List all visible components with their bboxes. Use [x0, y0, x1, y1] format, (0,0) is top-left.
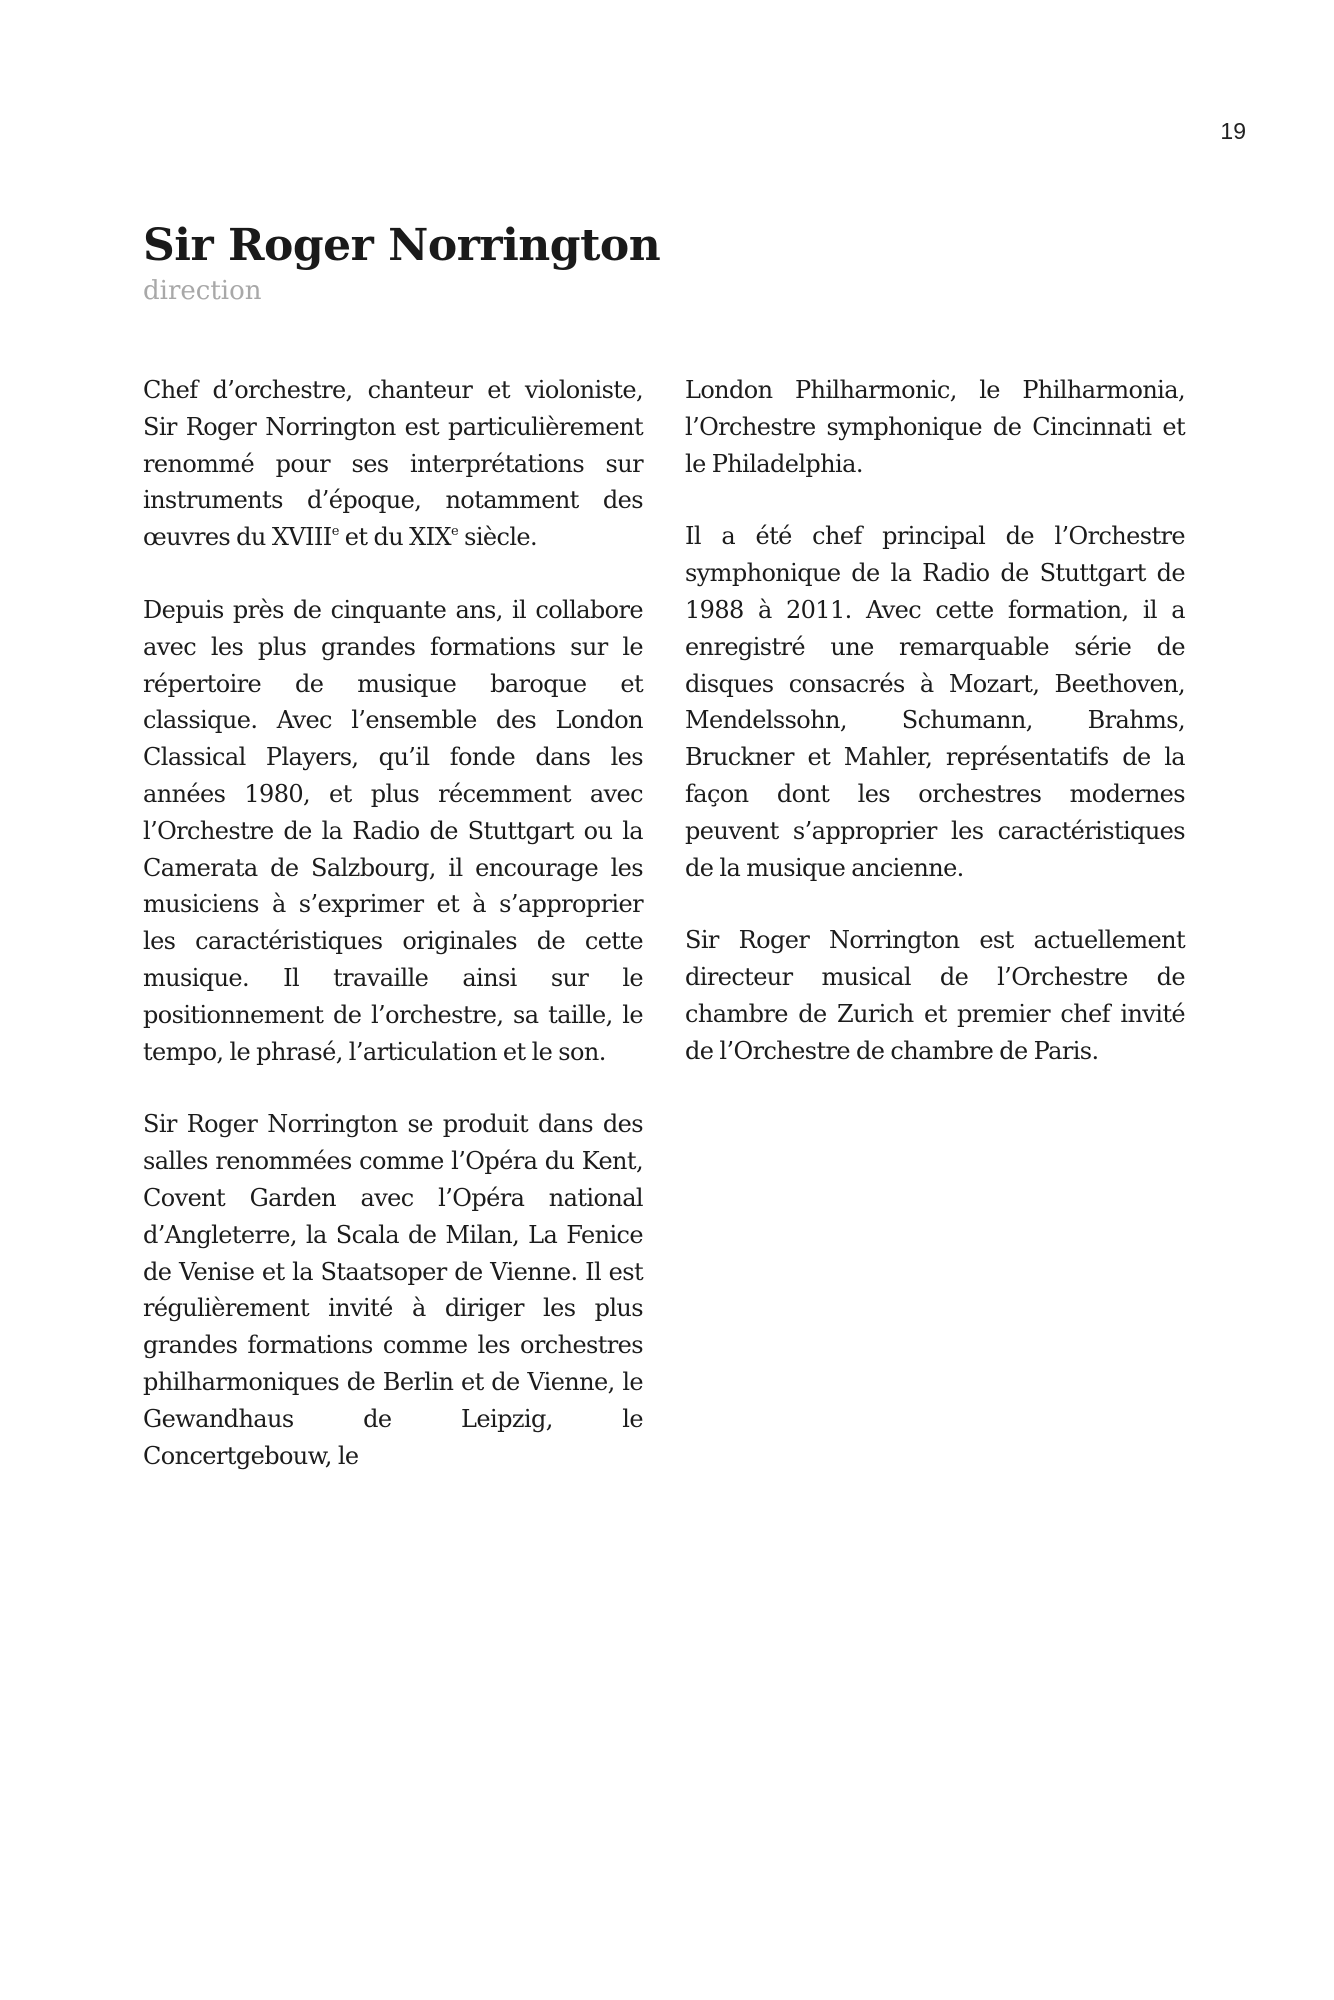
paragraph-intro-text-end: siècle.: [458, 523, 538, 552]
paragraph-intro-text: Chef d’orchestre, chanteur et violoniste, Sir Roger Norrington est particulièrement renommé pour ses interprétations sur instruments d’époque, notamment des œuvres du XVIII: [143, 376, 643, 552]
page-title: Sir Roger Norrington: [143, 220, 661, 271]
page-subtitle: direction: [143, 276, 262, 306]
paragraph-collaborations: Depuis près de cinquante ans, il collabore avec les plus grandes formations sur le répertoire de musique baroque et classique. Avec l’ensemble des London Classical Players, qu’il fonde dans les années 1980, et plus récemment avec l’Orchestre de la Radio de Stuttgart ou la Camerata de Salzbourg, il encourage les musiciens à s’exprimer et à s’approprier les caractéristiques originales de cette musique. Il travaille ainsi sur le positionnement de l’orchestre, sa taille, le tempo, le phrasé, l’articulation et le son.: [143, 595, 643, 1066]
paragraph-stuttgart: Il a été chef principal de l’Orchestre symphonique de la Radio de Stuttgart de 1988 à 2011. Avec cette formation, il a enregistré une remarquable série de disques consacrés à Mozart, Beethoven, Mendelssohn, Schumann, Brahms, Bruckner et Mahler, représentatifs de la façon dont les orchestres modernes peuvent s’approprier les caractéristiques de la musique ancienne.: [685, 522, 1185, 882]
superscript-e: e: [451, 524, 459, 540]
paragraph-orchestras-continued: London Philharmonic, le Philharmonia, l’Orchestre symphonique de Cincinnati et le Philadelphia.: [685, 376, 1185, 478]
paragraph-intro-text-mid: et du XIX: [338, 523, 451, 552]
header: [143, 218, 1193, 308]
paragraph-venues: Sir Roger Norrington se produit dans des salles renommées comme l’Opéra du Kent, Covent Garden avec l’Opéra national d’Angleterre, la Scala de Milan, La Fenice de Venise et la Staatsoper de Vienne. Il est régulièrement invité à diriger les plus grandes formations comme les orchestres philharmoniques de Berlin et de Vienne, le Gewandhaus de Leipzig, le Concertgebouw, le: [143, 1110, 643, 1470]
paragraph-intro: [143, 372, 643, 556]
page-number: 19: [1220, 118, 1246, 144]
left-column: [143, 372, 643, 1510]
paragraph-current-positions: Sir Roger Norrington est actuellement directeur musical de l’Orchestre de chambre de Zurich et premier chef invité de l’Orchestre de chambre de Paris.: [685, 926, 1185, 1065]
superscript-e: e: [331, 524, 339, 540]
right-column: [685, 372, 1185, 1106]
